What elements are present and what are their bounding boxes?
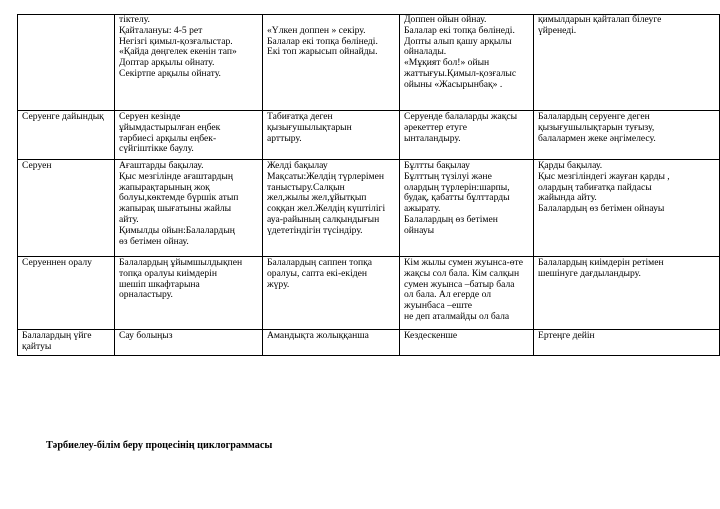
cell-text-line: ұйымдастырылған еңбек [119, 121, 221, 133]
cell-text-line: Желді бақылау [267, 160, 328, 171]
table-cell [115, 330, 263, 356]
cell-text-line: қызығушылықтарын [267, 121, 352, 133]
table-row-walk [18, 160, 720, 257]
cell-text-line: Балалар екі топқа бөлінеді. [267, 35, 378, 47]
cell-text-line: Допты алып қашу арқылы [404, 35, 512, 47]
cell-text-line: «Қайда дөңгелек екенін тап» [119, 46, 237, 58]
cell-text-line: Балалар екі топқа бөлінеді. [404, 24, 515, 36]
cell-text-line: болуы,көктемде бүршік атып [119, 192, 239, 204]
table-cell [534, 15, 720, 111]
cell-text-line: Балалардың өз бетімен ойнауы [538, 203, 665, 215]
cell-text-line: Бұлттың түзілуі және [404, 170, 492, 182]
section-caption: Тәрбиелеу-білім беру процесінің циклограммасы [46, 440, 273, 451]
table-cell [263, 160, 400, 257]
cell-text-line: жүру. [267, 278, 290, 290]
cell-text-line: қызығушылықтарын туғызу, [538, 121, 655, 133]
cell-text-line: Серуен [22, 160, 52, 171]
table-cell [534, 160, 720, 257]
schedule-table-body [18, 15, 720, 356]
cell-text-line: Кездескенше [404, 330, 458, 341]
cell-text-line: жайында айту. [538, 192, 597, 204]
cell-text-line: шешінуге дағдыландыру. [538, 267, 641, 279]
table-cell [534, 330, 720, 356]
cell-text-line: «Үлкен доппен » секіру. [267, 24, 366, 36]
cell-text-line: олардың табиғатқа пайдасы [538, 181, 652, 193]
cell-text-line: ол бала. Ал егерде ол [404, 289, 492, 301]
row-label-cell [18, 111, 115, 160]
cell-text-line: айту. [119, 213, 139, 225]
cell-text-line: жапырақтарының жоқ [119, 181, 210, 193]
cell-text-line: Қайталануы: 4-5 рет [119, 24, 203, 36]
cell-text-line: Балалардың ұйымшылдықпен [119, 257, 243, 268]
cell-text-line: әрекеттер етуге [404, 121, 468, 133]
cell-text-line: өз бетімен ойнау. [119, 235, 189, 247]
cell-text-line: Кім жылы сумен жуынса-өте [404, 257, 523, 268]
cell-text-line: таныстыру.Салқын [267, 181, 345, 193]
cell-text-line: соққан жел.Желдің күштілігі [267, 203, 386, 215]
table-cell [400, 330, 534, 356]
cell-text-line: Ағаштарды бақылау. [119, 160, 204, 171]
cell-text-line: жапырақ шығатыны жайлы [119, 203, 232, 215]
cell-text-line: үйренеді. [538, 24, 577, 36]
cell-text-line: арттыру. [267, 132, 302, 144]
cell-text-line: Амандықта жолыққанша [267, 330, 369, 341]
cell-text-line: Серуен кезінде [119, 111, 181, 122]
cell-text-line: Балалардың өз бетімен [404, 213, 498, 225]
cell-text-line: сүйгіштікке баулу. [119, 143, 194, 155]
cell-text-line: Негізгі қимыл-қозғалыстар. [119, 35, 233, 47]
cell-text-line: ойнауы [404, 224, 435, 236]
cell-text-line: жаттығуы.Қимыл-қозғалыс [404, 67, 517, 79]
cell-text-line: Ертеңге дейін [538, 330, 595, 341]
cell-text-line: оралуы, сапта екі-екіден [267, 267, 368, 279]
cell-text-line: Сау болыңыз [119, 330, 173, 341]
cell-text-line: ойыны «Жасырынбақ» . [404, 78, 503, 90]
table-row-return-from-walk [18, 257, 720, 330]
table-cell [400, 160, 534, 257]
cell-text-line: тіктелу. [119, 14, 150, 25]
table-row-walk-preparation [18, 111, 720, 160]
table-cell [263, 330, 400, 356]
cell-text-line: үдететіндігін түсіндіру. [267, 224, 363, 236]
row-label-cell [18, 257, 115, 330]
cell-text-line: не деп аталмайды ол бала [404, 310, 510, 322]
cell-text-line: сумен жуынса –батыр бала [404, 278, 515, 290]
cell-text-line: қайтуы [22, 340, 52, 352]
table-cell [263, 257, 400, 330]
cell-text-line: қимылдарын қайталап білеуге [538, 14, 662, 25]
cell-text-line: балалармен жеке әңгімелесу. [538, 132, 656, 144]
table-cell [115, 15, 263, 111]
cell-text-line: жуынбаса –еште [404, 300, 473, 312]
cell-text-line: Қыс мезгілінде ағаштардың [119, 170, 234, 182]
schedule-table [17, 14, 720, 356]
cell-text-line: будақ, қабатты бұлттарды [404, 192, 510, 204]
cell-text-line: «Мұқият бол!» ойын [404, 57, 490, 69]
cell-text-line: ынталандыру. [404, 132, 461, 144]
cell-text-line: жел,жылы жел,ұйытқып [267, 192, 367, 204]
cell-text-line: ойналады. [404, 46, 447, 58]
row-label-cell [18, 160, 115, 257]
cell-text-line: орналастыру. [119, 289, 173, 301]
cell-text-line: топқа оралуы киімдерін [119, 267, 217, 279]
cell-text-line: Серуеннен оралу [22, 257, 92, 268]
cell-text-line: ауа-райының салқындығын [267, 213, 380, 225]
table-cell [115, 160, 263, 257]
cell-text-line: Бұлтты бақылау [404, 160, 470, 171]
cell-text-line: Мақсаты:Желдің түрлерімен [267, 170, 385, 182]
table-row-continued [18, 15, 720, 111]
cell-text-line: Балалардың киімдерін ретімен [538, 257, 664, 268]
row-label-cell [18, 15, 115, 111]
cell-text-line: Табиғатқа деген [267, 111, 333, 122]
table-cell [400, 111, 534, 160]
cell-text-line: Серуенде балаларды жақсы [404, 111, 518, 122]
cell-text-line: Қыс мезгіліндегі жауған қарды , [538, 170, 670, 182]
cell-text-line: тәрбиесі арқылы еңбек- [119, 132, 217, 144]
table-cell [534, 111, 720, 160]
table-cell [400, 15, 534, 111]
table-cell [263, 111, 400, 160]
cell-text-line: жақсы сол бала. Кім салқын [404, 267, 520, 279]
cell-text-line: Екі топ жарысып ойнайды. [267, 46, 378, 58]
cell-text-line: Балалардың серуенге деген [538, 111, 650, 122]
cell-text-line: ажырату. [404, 203, 441, 215]
cell-text-line: Секіртпе арқылы ойнату. [119, 67, 221, 79]
cell-text-line: Доппен ойын ойнау. [404, 14, 487, 25]
cell-text-line: шешіп шкафтарына [119, 278, 200, 290]
cell-text-line: Балалардың үйге [22, 330, 92, 341]
table-cell [534, 257, 720, 330]
cell-text-line: олардың түрлерін:шарпы, [404, 181, 510, 193]
table-cell [115, 257, 263, 330]
cell-text-line: Қарды бақылау. [538, 160, 603, 171]
table-cell [400, 257, 534, 330]
cell-text-line: Серуенге дайындық [22, 111, 104, 122]
cell-text-line: Доптар арқылы ойнату. [119, 57, 215, 69]
table-cell [263, 15, 400, 111]
cell-text-line: Қимылды ойын:Балалардың [119, 224, 235, 236]
row-label-cell [18, 330, 115, 356]
table-row-going-home [18, 330, 720, 356]
table-cell [115, 111, 263, 160]
cell-text-line: Балалардың саппен топқа [267, 257, 373, 268]
